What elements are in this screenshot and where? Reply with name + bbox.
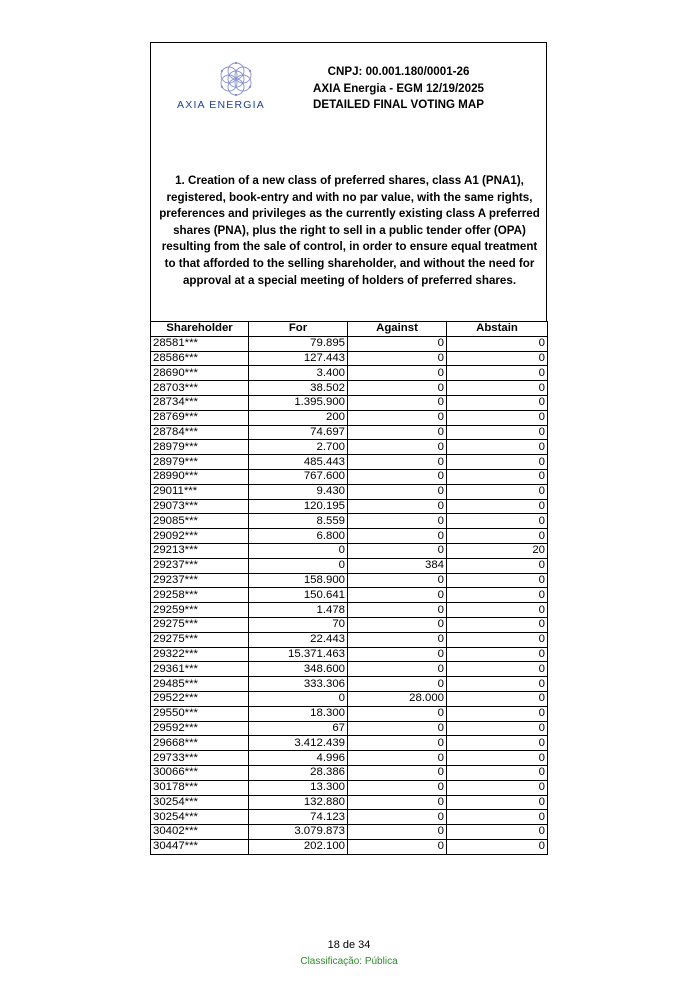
- abstain-cell: 0: [447, 780, 548, 795]
- abstain-cell: 0: [447, 558, 548, 573]
- shareholder-cell: 28581***: [151, 336, 249, 351]
- column-header-abstain: Abstain: [447, 322, 548, 337]
- against-cell: 384: [348, 558, 447, 573]
- abstain-cell: 0: [447, 573, 548, 588]
- table-row: [151, 647, 548, 662]
- against-cell: 0: [348, 647, 447, 662]
- abstain-cell: 20: [447, 543, 548, 558]
- for-cell: 13.300: [249, 780, 348, 795]
- against-cell: 0: [348, 662, 447, 677]
- abstain-cell: 0: [447, 336, 548, 351]
- column-header-against: Against: [348, 322, 447, 337]
- abstain-cell: 0: [447, 632, 548, 647]
- against-cell: 0: [348, 825, 447, 840]
- shareholder-cell: 28769***: [151, 410, 249, 425]
- shareholder-cell: 29259***: [151, 603, 249, 618]
- for-cell: 2.700: [249, 440, 348, 455]
- table-row: [151, 543, 548, 558]
- for-cell: 38.502: [249, 381, 348, 396]
- for-cell: 120.195: [249, 499, 348, 514]
- abstain-cell: 0: [447, 662, 548, 677]
- against-cell: 28.000: [348, 691, 447, 706]
- against-cell: 0: [348, 810, 447, 825]
- document-header: [301, 64, 496, 114]
- for-cell: 3.412.439: [249, 736, 348, 751]
- against-cell: 0: [348, 455, 447, 470]
- for-cell: 18.300: [249, 706, 348, 721]
- table-row: [151, 381, 548, 396]
- shareholder-cell: 29668***: [151, 736, 249, 751]
- shareholder-cell: 30447***: [151, 839, 249, 854]
- table-row: [151, 825, 548, 840]
- abstain-cell: 0: [447, 795, 548, 810]
- shareholder-cell: 28979***: [151, 440, 249, 455]
- table-row: [151, 810, 548, 825]
- shareholder-cell: 30254***: [151, 810, 249, 825]
- against-cell: 0: [348, 469, 447, 484]
- against-cell: 0: [348, 677, 447, 692]
- for-cell: 348.600: [249, 662, 348, 677]
- shareholder-cell: 28990***: [151, 469, 249, 484]
- shareholder-cell: 29322***: [151, 647, 249, 662]
- document-title: DETAILED FINAL VOTING MAP: [313, 98, 484, 111]
- table-row: [151, 691, 548, 706]
- against-cell: 0: [348, 366, 447, 381]
- shareholder-cell: 29085***: [151, 514, 249, 529]
- abstain-cell: 0: [447, 721, 548, 736]
- for-cell: 150.641: [249, 588, 348, 603]
- table-row: [151, 721, 548, 736]
- against-cell: 0: [348, 632, 447, 647]
- table-row: [151, 677, 548, 692]
- abstain-cell: 0: [447, 529, 548, 544]
- abstain-cell: 0: [447, 381, 548, 396]
- shareholder-cell: 29237***: [151, 558, 249, 573]
- for-cell: 0: [249, 691, 348, 706]
- against-cell: 0: [348, 780, 447, 795]
- table-row: [151, 469, 548, 484]
- abstain-cell: 0: [447, 425, 548, 440]
- shareholder-cell: 29485***: [151, 677, 249, 692]
- table-row: [151, 617, 548, 632]
- column-header-shareholder: Shareholder: [151, 322, 249, 337]
- against-cell: 0: [348, 795, 447, 810]
- abstain-cell: 0: [447, 366, 548, 381]
- shareholder-cell: 29361***: [151, 662, 249, 677]
- abstain-cell: 0: [447, 395, 548, 410]
- against-cell: 0: [348, 351, 447, 366]
- table-row: [151, 765, 548, 780]
- table-row: [151, 662, 548, 677]
- shareholder-cell: 28586***: [151, 351, 249, 366]
- shareholder-cell: 30254***: [151, 795, 249, 810]
- shareholder-cell: 29237***: [151, 573, 249, 588]
- table-row: [151, 410, 548, 425]
- for-cell: 28.386: [249, 765, 348, 780]
- against-cell: 0: [348, 499, 447, 514]
- shareholder-cell: 30178***: [151, 780, 249, 795]
- shareholder-cell: 28784***: [151, 425, 249, 440]
- for-cell: 127.443: [249, 351, 348, 366]
- against-cell: 0: [348, 588, 447, 603]
- for-cell: 202.100: [249, 839, 348, 854]
- abstain-cell: 0: [447, 469, 548, 484]
- against-cell: 0: [348, 381, 447, 396]
- abstain-cell: 0: [447, 514, 548, 529]
- table-row: [151, 751, 548, 766]
- table-row: [151, 366, 548, 381]
- for-cell: 200: [249, 410, 348, 425]
- for-cell: 22.443: [249, 632, 348, 647]
- table-row: [151, 529, 548, 544]
- abstain-cell: 0: [447, 751, 548, 766]
- table-row: [151, 839, 548, 854]
- shareholder-cell: 29522***: [151, 691, 249, 706]
- against-cell: 0: [348, 603, 447, 618]
- table-row: [151, 336, 548, 351]
- table-row: [151, 484, 548, 499]
- header-frame: [150, 42, 547, 322]
- agenda-item-text: 1. Creation of a new class of preferred shares, class A1 (PNA1), registered, book-entry and with no par value, with the same rights, preferences and privileges as the currently existing class A preferred shares (PNA), plus the right to sell in a public tender offer (OPA) resulting from the sale of control, in order to ensure equal treatment to that afforded to the selling shareholder, and without the need for approval at a special meeting of holders of preferred shares.: [159, 174, 540, 287]
- abstain-cell: 0: [447, 736, 548, 751]
- for-cell: 74.123: [249, 810, 348, 825]
- abstain-cell: 0: [447, 440, 548, 455]
- meeting-line: AXIA Energia - EGM 12/19/2025: [313, 81, 484, 95]
- table-row: [151, 603, 548, 618]
- shareholder-cell: 29592***: [151, 721, 249, 736]
- abstain-cell: 0: [447, 706, 548, 721]
- for-cell: 3.400: [249, 366, 348, 381]
- against-cell: 0: [348, 751, 447, 766]
- shareholder-cell: 30402***: [151, 825, 249, 840]
- for-cell: 8.559: [249, 514, 348, 529]
- against-cell: 0: [348, 736, 447, 751]
- abstain-cell: 0: [447, 765, 548, 780]
- shareholder-cell: 29092***: [151, 529, 249, 544]
- table-row: [151, 425, 548, 440]
- for-cell: 74.697: [249, 425, 348, 440]
- flower-logo-icon: [214, 57, 258, 101]
- for-cell: 1.395.900: [249, 395, 348, 410]
- for-cell: 4.996: [249, 751, 348, 766]
- for-cell: 15.371.463: [249, 647, 348, 662]
- against-cell: 0: [348, 395, 447, 410]
- table-header-row: [151, 322, 548, 337]
- against-cell: 0: [348, 484, 447, 499]
- for-cell: 79.895: [249, 336, 348, 351]
- table-row: [151, 455, 548, 470]
- shareholder-cell: 29073***: [151, 499, 249, 514]
- table-row: [151, 795, 548, 810]
- against-cell: 0: [348, 425, 447, 440]
- shareholder-cell: 29550***: [151, 706, 249, 721]
- against-cell: 0: [348, 410, 447, 425]
- page-number: 18 de 34: [327, 939, 371, 951]
- table-row: [151, 736, 548, 751]
- shareholder-cell: 28690***: [151, 366, 249, 381]
- against-cell: 0: [348, 440, 447, 455]
- for-cell: 6.800: [249, 529, 348, 544]
- shareholder-cell: 28703***: [151, 381, 249, 396]
- abstain-cell: 0: [447, 691, 548, 706]
- shareholder-cell: 28979***: [151, 455, 249, 470]
- for-cell: 0: [249, 543, 348, 558]
- table-row: [151, 351, 548, 366]
- classification-label: Classificação: Pública: [300, 956, 398, 967]
- table-row: [151, 558, 548, 573]
- for-cell: 3.079.873: [249, 825, 348, 840]
- shareholder-cell: 29213***: [151, 543, 249, 558]
- abstain-cell: 0: [447, 588, 548, 603]
- shareholder-cell: 29011***: [151, 484, 249, 499]
- for-cell: 333.306: [249, 677, 348, 692]
- table-row: [151, 499, 548, 514]
- for-cell: 9.430: [249, 484, 348, 499]
- abstain-cell: 0: [447, 810, 548, 825]
- against-cell: 0: [348, 514, 447, 529]
- abstain-cell: 0: [447, 603, 548, 618]
- table-row: [151, 440, 548, 455]
- cnpj-line: CNPJ: 00.001.180/0001-26: [327, 65, 470, 78]
- for-cell: 67: [249, 721, 348, 736]
- for-cell: 0: [249, 558, 348, 573]
- company-logo: [171, 57, 265, 113]
- for-cell: 132.880: [249, 795, 348, 810]
- against-cell: 0: [348, 529, 447, 544]
- against-cell: 0: [348, 721, 447, 736]
- column-header-for: For: [249, 322, 348, 337]
- for-cell: 70: [249, 617, 348, 632]
- shareholder-cell: 29733***: [151, 751, 249, 766]
- for-cell: 485.443: [249, 455, 348, 470]
- against-cell: 0: [348, 617, 447, 632]
- abstain-cell: 0: [447, 484, 548, 499]
- table-row: [151, 573, 548, 588]
- shareholder-cell: 29258***: [151, 588, 249, 603]
- abstain-cell: 0: [447, 410, 548, 425]
- table-row: [151, 780, 548, 795]
- abstain-cell: 0: [447, 351, 548, 366]
- table-row: [151, 514, 548, 529]
- abstain-cell: 0: [447, 677, 548, 692]
- for-cell: 1.478: [249, 603, 348, 618]
- against-cell: 0: [348, 706, 447, 721]
- voting-table: [150, 321, 548, 855]
- table-row: [151, 632, 548, 647]
- shareholder-cell: 28734***: [151, 395, 249, 410]
- abstain-cell: 0: [447, 499, 548, 514]
- abstain-cell: 0: [447, 825, 548, 840]
- table-row: [151, 588, 548, 603]
- abstain-cell: 0: [447, 617, 548, 632]
- against-cell: 0: [348, 543, 447, 558]
- shareholder-cell: 30066***: [151, 765, 249, 780]
- abstain-cell: 0: [447, 455, 548, 470]
- against-cell: 0: [348, 573, 447, 588]
- table-row: [151, 706, 548, 721]
- abstain-cell: 0: [447, 647, 548, 662]
- table-row: [151, 395, 548, 410]
- brand-name: AXIA ENERGIA: [177, 99, 265, 111]
- abstain-cell: 0: [447, 839, 548, 854]
- for-cell: 767.600: [249, 469, 348, 484]
- shareholder-cell: 29275***: [151, 632, 249, 647]
- against-cell: 0: [348, 839, 447, 854]
- shareholder-cell: 29275***: [151, 617, 249, 632]
- against-cell: 0: [348, 765, 447, 780]
- against-cell: 0: [348, 336, 447, 351]
- for-cell: 158.900: [249, 573, 348, 588]
